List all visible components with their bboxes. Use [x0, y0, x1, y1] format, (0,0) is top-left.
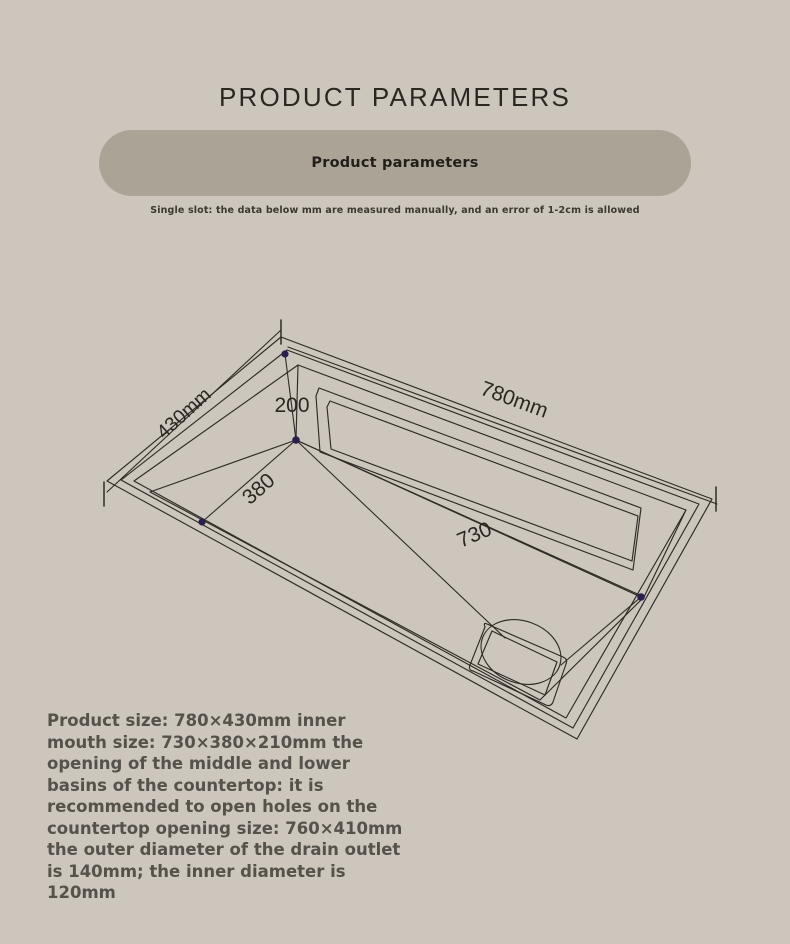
dimension-label-730: 730 [453, 517, 496, 553]
dim-dot-top [281, 350, 288, 357]
page-title: PRODUCT PARAMETERS [218, 82, 572, 112]
banner-label: Product parameters [311, 155, 479, 171]
dimension-line-430 [107, 330, 281, 492]
dim-dot-right [637, 593, 645, 601]
dimension-line-200 [285, 354, 296, 440]
basin-deck-opening [134, 365, 686, 718]
drain-circle [472, 609, 570, 695]
dimension-line-780 [288, 347, 717, 504]
dimension-label-200: 200 [274, 394, 310, 417]
product-size-description: Product size: 780×430mm inner mouth size: 730×380×210mm the opening of the middle and lower basins of the countertop: it is recommended to open holes on the countertop opening size: 760×410mm the outer diameter of the drain outlet is 140mm; the inner diameter is 120mm [47, 711, 403, 902]
dimension-label-380: 380 [237, 468, 280, 510]
measurement-note: Single slot: the data below mm are measured manually, and an error of 1-2cm is allowed [150, 205, 640, 216]
leader-line-drain-right [561, 597, 641, 665]
dimension-line-730 [296, 440, 641, 597]
ledge-groove-inner [327, 401, 638, 561]
outer-rim-outline [107, 337, 712, 739]
leader-line-drain-left [296, 440, 505, 638]
product-parameters-banner [99, 130, 691, 196]
dim-dot-left [198, 518, 205, 525]
basin-corner-wall-left [296, 365, 298, 440]
basin-corner-wall-right [644, 510, 686, 597]
dimension-label-430: 430mm [152, 383, 216, 444]
dimension-line-380 [202, 440, 296, 522]
basin-floor [150, 440, 644, 700]
drain-square-outer [469, 623, 566, 705]
outer-rim-inner-edge [121, 350, 699, 728]
drain-square-inner [478, 631, 557, 695]
dimension-label-780: 780mm [477, 377, 552, 423]
dim-dot-center [292, 436, 300, 444]
ledge-groove-outer [316, 388, 641, 570]
